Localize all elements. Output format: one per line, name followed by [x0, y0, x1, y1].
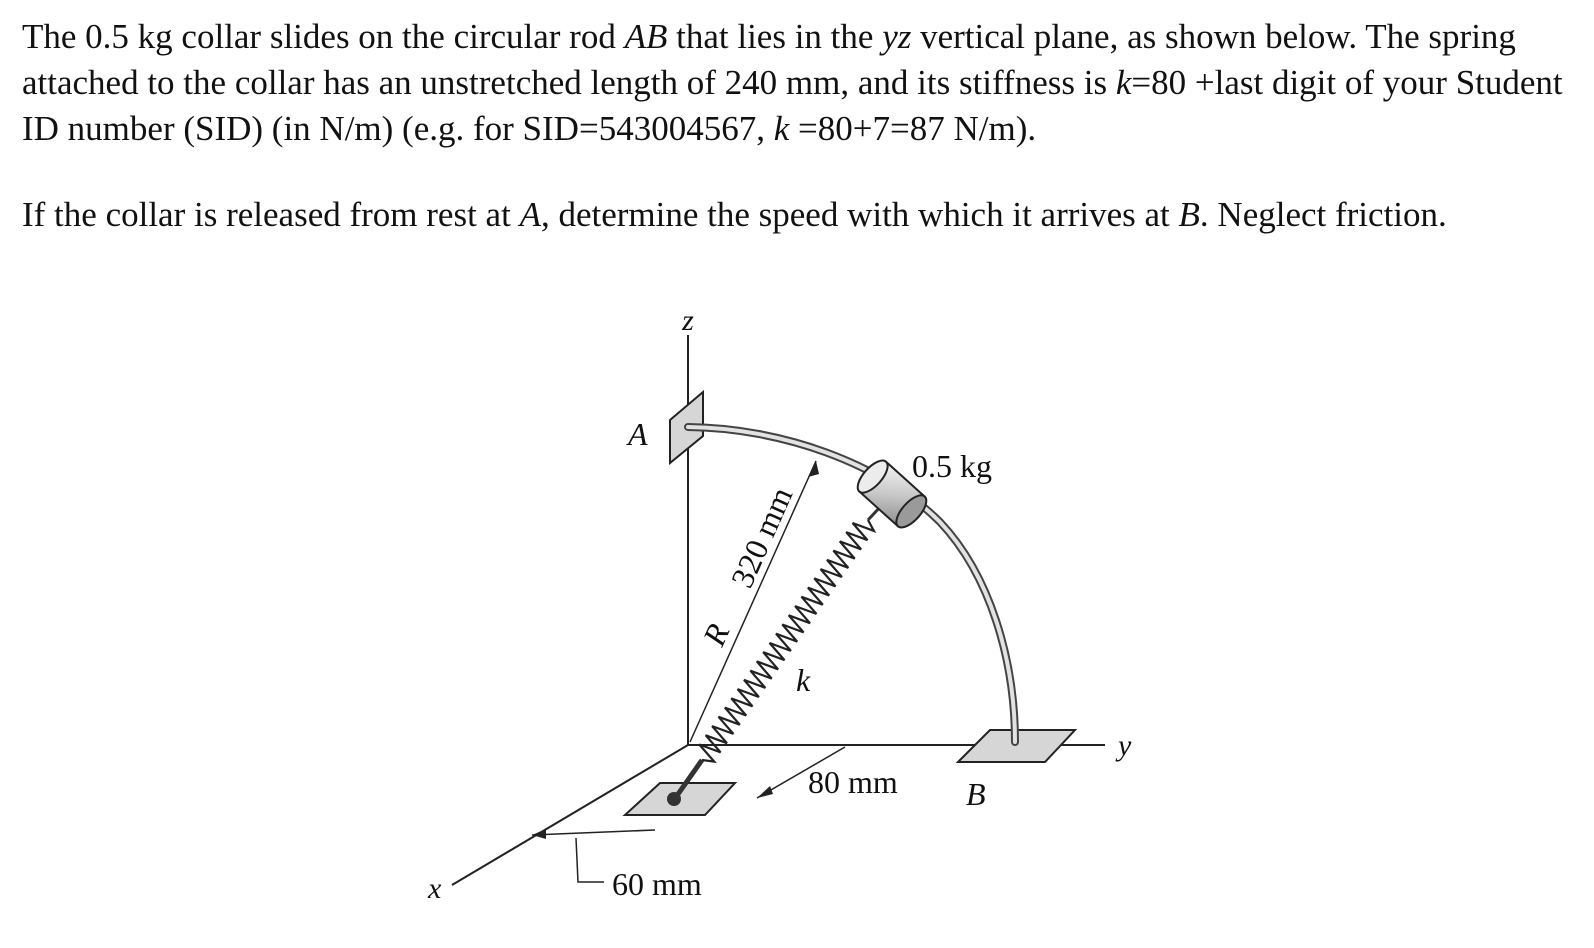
label-80mm: 80 mm: [808, 764, 898, 800]
label-k: k: [796, 662, 811, 698]
label-60mm: 60 mm: [612, 866, 702, 902]
rod-name: AB: [624, 17, 668, 56]
radius-dimension-line: [690, 461, 816, 742]
label-r: R: [695, 618, 737, 651]
anchor-pin: [667, 792, 681, 806]
label-z: z: [682, 304, 694, 337]
text-run: vertical plane, as shown below. The spring attached to the collar has an unstretched length of 240 mm, and its stiffness is: [22, 17, 1516, 102]
dim-60-arrowhead-left: [532, 829, 546, 839]
text-run: If the collar is released from rest at: [22, 195, 520, 234]
stiffness-symbol: k: [1115, 63, 1132, 102]
label-x: x: [428, 872, 442, 905]
dim-80-arrowhead: [757, 786, 773, 798]
text-run: , determine the speed with which it arrives at: [540, 195, 1179, 234]
text-run: that lies in the: [667, 17, 883, 56]
text-run: . Neglect friction.: [1199, 195, 1447, 234]
dim-60-leader: [576, 838, 604, 882]
label-y: y: [1118, 729, 1132, 762]
point-b-ref: B: [1178, 195, 1200, 234]
dim-60-line: [532, 830, 655, 835]
text-run: =80+7=87 N/m).: [789, 109, 1037, 148]
plane-name: yz: [882, 17, 912, 56]
radius-arrowhead: [808, 461, 819, 477]
text-run: =80 +last digit of your Student ID number (SID) (in N/m) (e.g. for SID=543004567,: [22, 63, 1563, 148]
label-radius-dimension: 320 mm: [723, 481, 800, 593]
text-run: The 0.5 kg collar slides on the circular rod: [22, 17, 625, 56]
point-a-ref: A: [519, 195, 541, 234]
label-a: A: [628, 416, 648, 452]
stiffness-symbol: k: [773, 109, 790, 148]
label-b: B: [966, 776, 986, 812]
label-mass: 0.5 kg: [912, 448, 992, 484]
